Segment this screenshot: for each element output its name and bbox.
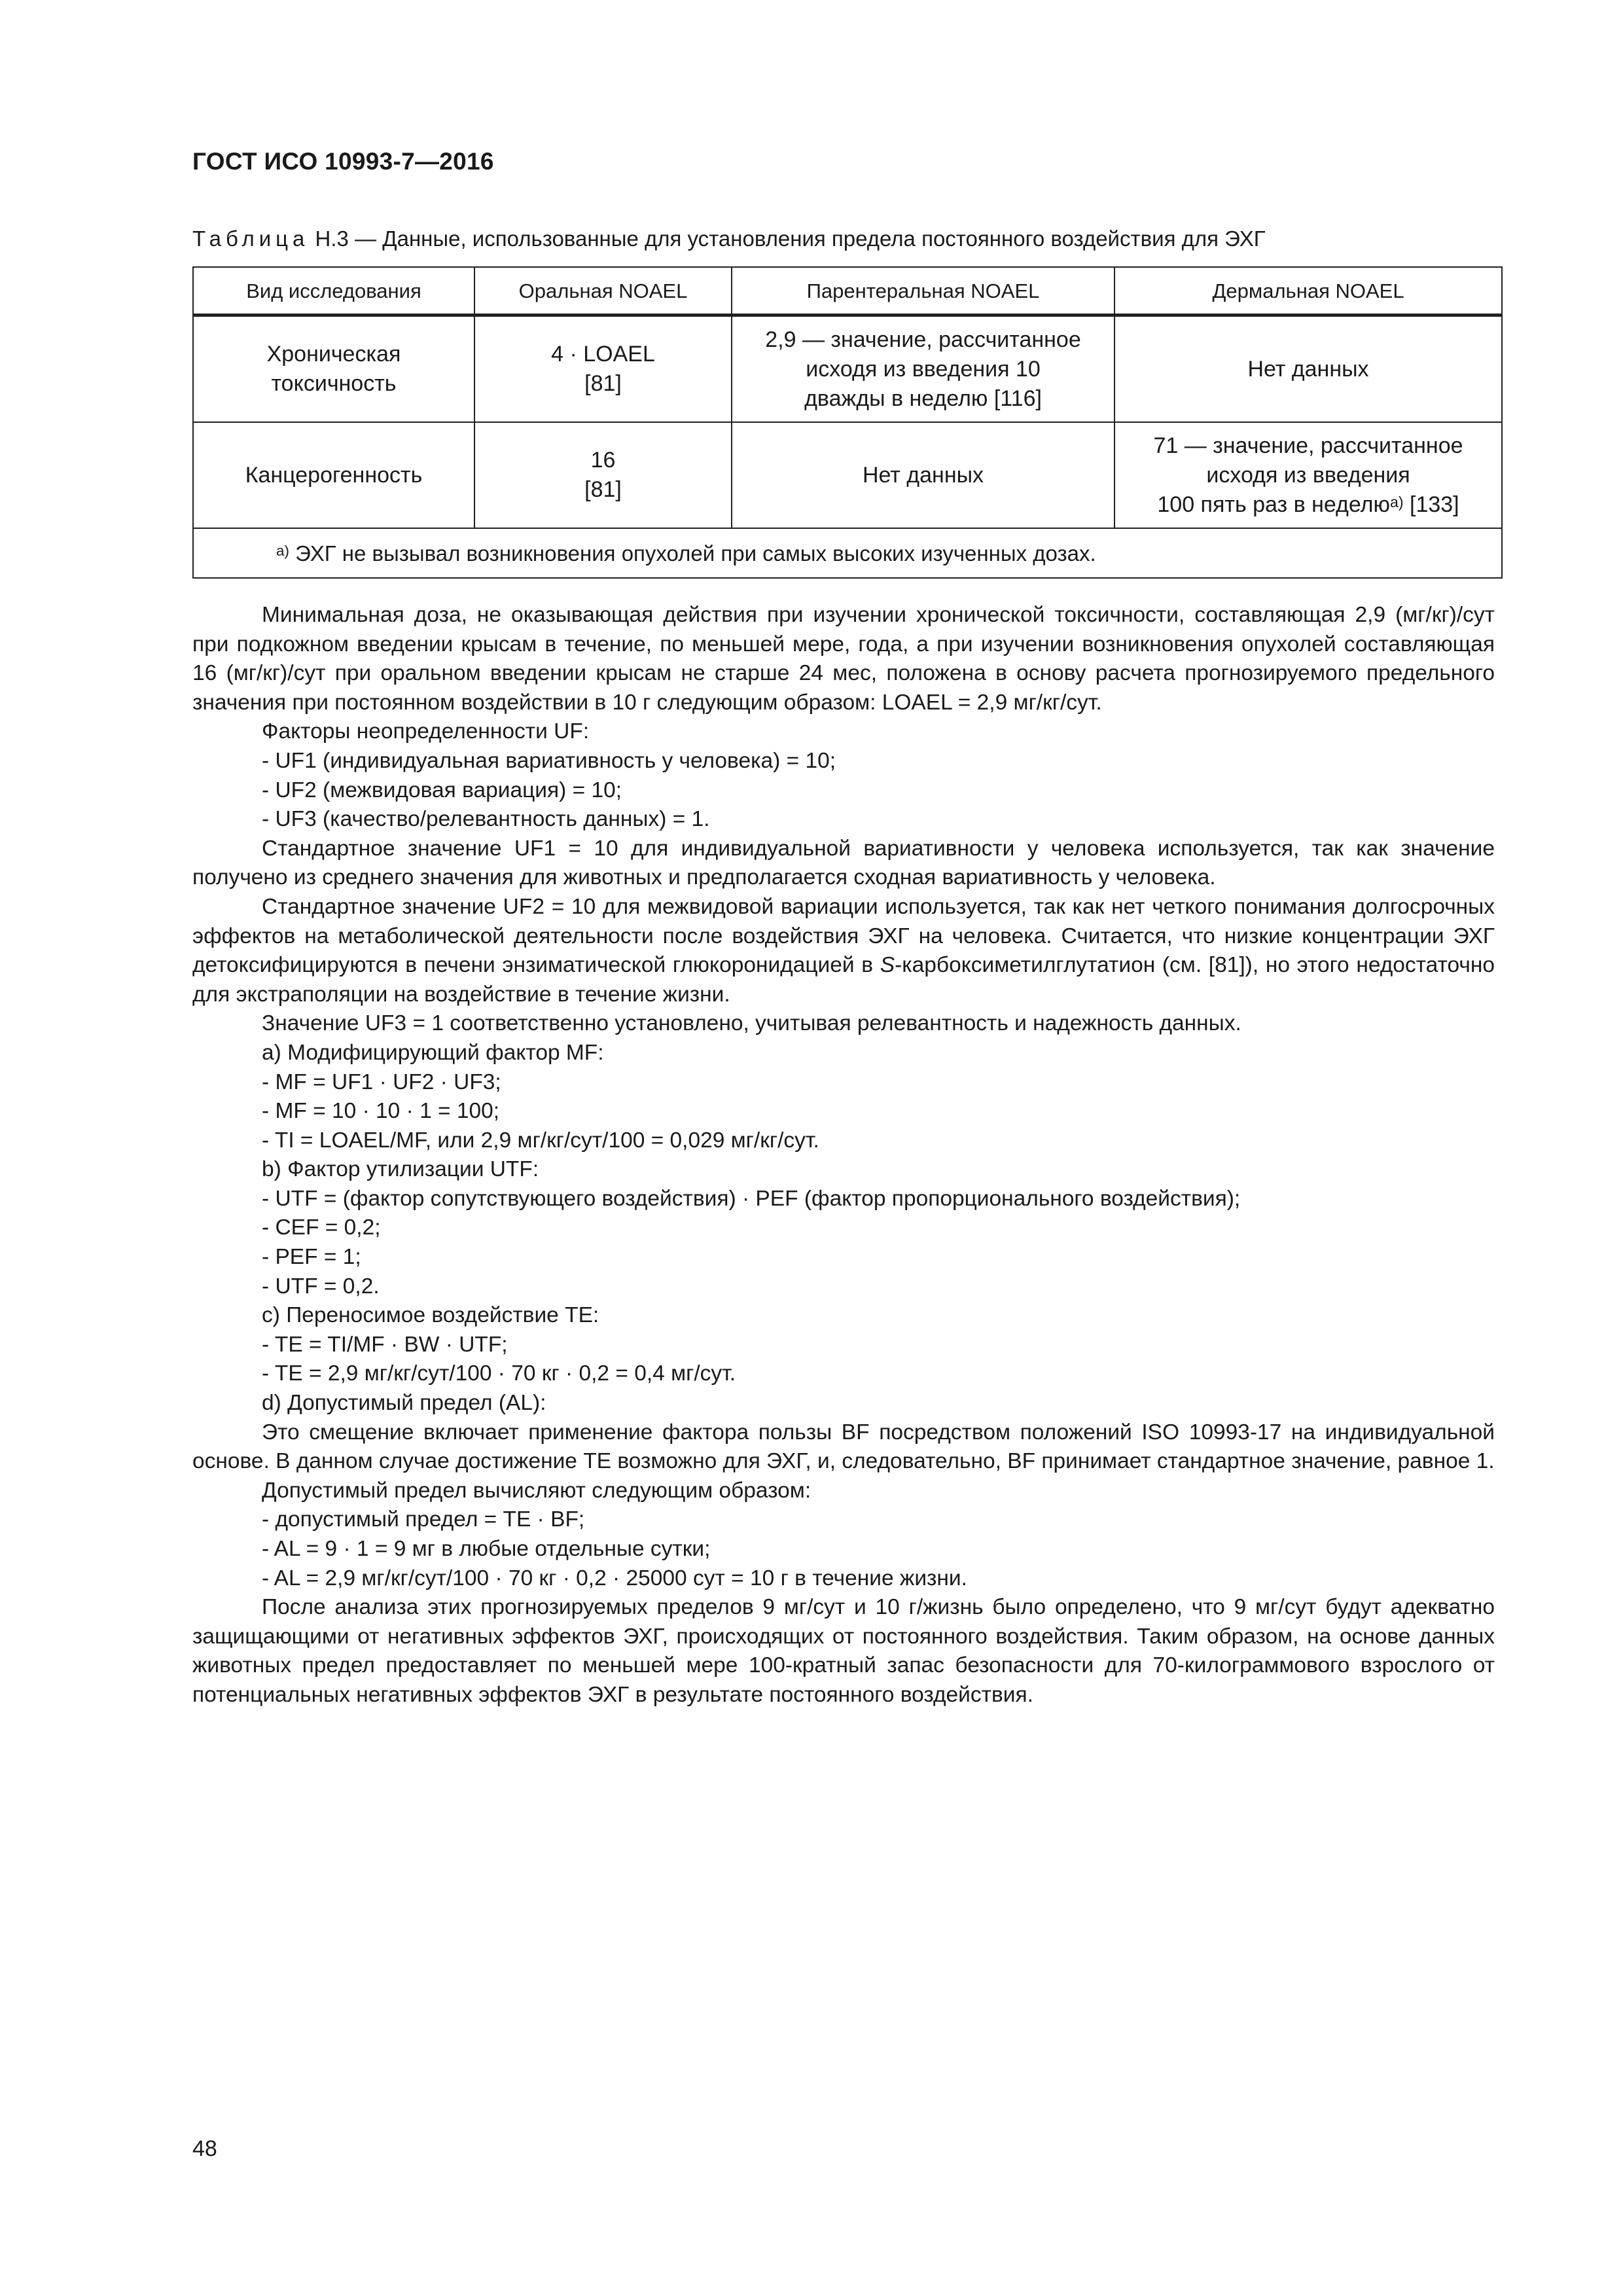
cell-line: исходя из введения 10 bbox=[806, 356, 1041, 382]
cell-line: дважды в неделю [116] bbox=[804, 386, 1042, 411]
list-item: - UF2 (межвидовая вариация) = 10; bbox=[262, 778, 622, 802]
section-title: Допустимый предел вычисляют следующим образом: bbox=[262, 1478, 812, 1503]
column-header-study: Вид исследования bbox=[193, 267, 474, 315]
body-text bbox=[192, 601, 1495, 1710]
document-header: ГОСТ ИСО 10993-7—2016 bbox=[192, 148, 494, 175]
list-item: - PEF = 1; bbox=[262, 1245, 361, 1270]
table-row bbox=[193, 422, 1502, 528]
table-header-row bbox=[193, 267, 1502, 315]
section-title: d) Допустимый предел (AL): bbox=[262, 1391, 546, 1416]
cell-parenteral bbox=[732, 315, 1115, 423]
cell-oral bbox=[474, 315, 732, 423]
list-item: - TI = LOAEL/MF, или 2,9 мг/кг/сут/100 = 0,029 мг/кг/сут. bbox=[262, 1128, 819, 1153]
column-header-parenteral: Парентеральная NOAEL bbox=[732, 267, 1115, 315]
section-title: а) Модифицирующий фактор MF: bbox=[262, 1040, 604, 1065]
cell-study: Канцерогенность bbox=[193, 422, 474, 528]
section-title: с) Переносимое воздействие TE: bbox=[262, 1303, 599, 1328]
list-item: - TE = 2,9 мг/кг/сут/100 · 70 кг · 0,2 = 0,4 мг/сут. bbox=[262, 1361, 736, 1386]
column-header-dermal: Дермальная NOAEL bbox=[1115, 267, 1502, 315]
list-item: - UTF = 0,2. bbox=[262, 1274, 380, 1299]
table-row bbox=[193, 315, 1502, 423]
cell-reference: [133] bbox=[1403, 492, 1459, 517]
table-caption bbox=[192, 226, 1495, 251]
list-item: - MF = UF1 · UF2 · UF3; bbox=[262, 1069, 501, 1094]
column-header-oral: Оральная NOAEL bbox=[474, 267, 732, 315]
cell-parenteral: Нет данных bbox=[732, 422, 1115, 528]
section-title: Факторы неопределенности UF: bbox=[262, 719, 590, 744]
cell-line: 4 · LOAEL bbox=[551, 342, 655, 367]
list-item: - TE = TI/MF · BW · UTF; bbox=[262, 1332, 508, 1357]
cell-line: [81] bbox=[584, 477, 622, 502]
list-item: - MF = 10 · 10 · 1 = 100; bbox=[262, 1099, 500, 1124]
paragraph: Стандартное значение UF1 = 10 для индивидуальной вариативности у человека используется, так как значение получено из среднего значения для животных и предполагается сходная вариативность у человека. bbox=[192, 836, 1495, 890]
footnote-marker: а) bbox=[276, 542, 289, 559]
cell-line: токсичность bbox=[271, 371, 397, 396]
table-footnote bbox=[193, 528, 1502, 578]
paragraph: После анализа этих прогнозируемых пределов 9 мг/сут и 10 г/жизнь было определено, что 9 мг/сут будут адекватно защищающими от негативных эффектов ЭХГ, происходящих от постоянного воздействия. Таким образом, на основе данных животных предел предоставляет по меньшей мере 100-кратный запас безопасности для 70-килограммового взрослого от потенциальных негативных эффектов ЭХГ в результате постоянного воздействия. bbox=[192, 1595, 1495, 1707]
paragraph: Значение UF3 = 1 соответственно установлено, учитывая релевантность и надежность данных. bbox=[262, 1011, 1241, 1036]
section-title: b) Фактор утилизации UTF: bbox=[262, 1157, 539, 1182]
cell-line: 2,9 — значение, рассчитанное bbox=[765, 327, 1081, 352]
list-item: - UTF = (фактор сопутствующего воздействия) · PEF (фактор пропорционального воздействия); bbox=[262, 1186, 1241, 1211]
italic-symbol: S bbox=[880, 953, 895, 978]
list-item: - AL = 9 · 1 = 9 мг в любые отдельные сутки; bbox=[262, 1537, 711, 1561]
paragraph bbox=[192, 893, 1495, 1009]
cell-line: [81] bbox=[584, 371, 622, 396]
cell-line: 71 — значение, рассчитанное bbox=[1153, 433, 1463, 458]
cell-line: Хроническая bbox=[266, 342, 401, 367]
footnote-text: ЭХГ не вызывал возникновения опухолей при самых высоких изученных дозах. bbox=[289, 541, 1096, 565]
paragraph-text: -карбоксиметилглутатион (см. [81]), но этого недостаточно для экстраполяции на воздействие в течение жизни. bbox=[192, 953, 1495, 1007]
cell-line: 16 bbox=[590, 448, 616, 473]
page-number: 48 bbox=[192, 2136, 217, 2161]
table-footnote-row bbox=[193, 528, 1502, 578]
list-item: - допустимый предел = TE · BF; bbox=[262, 1507, 585, 1532]
paragraph: Это смещение включает применение фактора пользы BF посредством положений ISO 10993-17 на индивидуальной основе. В данном случае достижение TE возможно для ЭХГ, и, следовательно, BF принимает стандартное значение, равное 1. bbox=[192, 1420, 1495, 1474]
list-item: - CEF = 0,2; bbox=[262, 1215, 381, 1240]
list-item: - UF3 (качество/релевантность данных) = 1. bbox=[262, 807, 710, 832]
cell-line: 100 пять раз в неделю bbox=[1157, 492, 1390, 517]
noael-table bbox=[192, 266, 1503, 579]
cell-dermal: Нет данных bbox=[1115, 315, 1502, 423]
table-caption-text: Н.3 — Данные, использованные для установления предела постоянного воздействия для ЭХГ bbox=[309, 226, 1266, 251]
cell-oral bbox=[474, 422, 732, 528]
cell-dermal bbox=[1115, 422, 1502, 528]
paragraph-text: Стандартное значение UF2 = 10 для межвидовой вариации используется, так как нет четкого понимания долгосрочных эффектов на метаболической деятельности после воздействия ЭХГ на человека. Считается, что низкие концентрации ЭХГ детоксифицируются в печени энзиматической глюкоронидацией в bbox=[192, 894, 1495, 978]
paragraph: Минимальная доза, не оказывающая действия при изучении хронической токсичности, составляющая 2,9 (мг/кг)/сут при подкожном введении крысам в течение, по меньшей мере, года, а при изучении возникновения опухолей составляющая 16 (мг/кг)/сут при оральном введении крысам не старше 24 мес, положена в основу расчета прогнозируемого предельного значения при постоянном воздействии в 10 г следующим образом: LOAEL = 2,9 мг/кг/сут. bbox=[192, 603, 1495, 715]
footnote-marker: а) bbox=[1389, 493, 1404, 511]
list-item: - AL = 2,9 мг/кг/сут/100 · 70 кг · 0,2 · 25000 сут = 10 г в течение жизни. bbox=[262, 1566, 967, 1590]
cell-line: исходя из введения bbox=[1206, 462, 1410, 488]
cell-study bbox=[193, 315, 474, 423]
table-caption-label: Таблица bbox=[192, 226, 310, 251]
list-item: - UF1 (индивидуальная вариативность у человека) = 10; bbox=[262, 748, 836, 773]
